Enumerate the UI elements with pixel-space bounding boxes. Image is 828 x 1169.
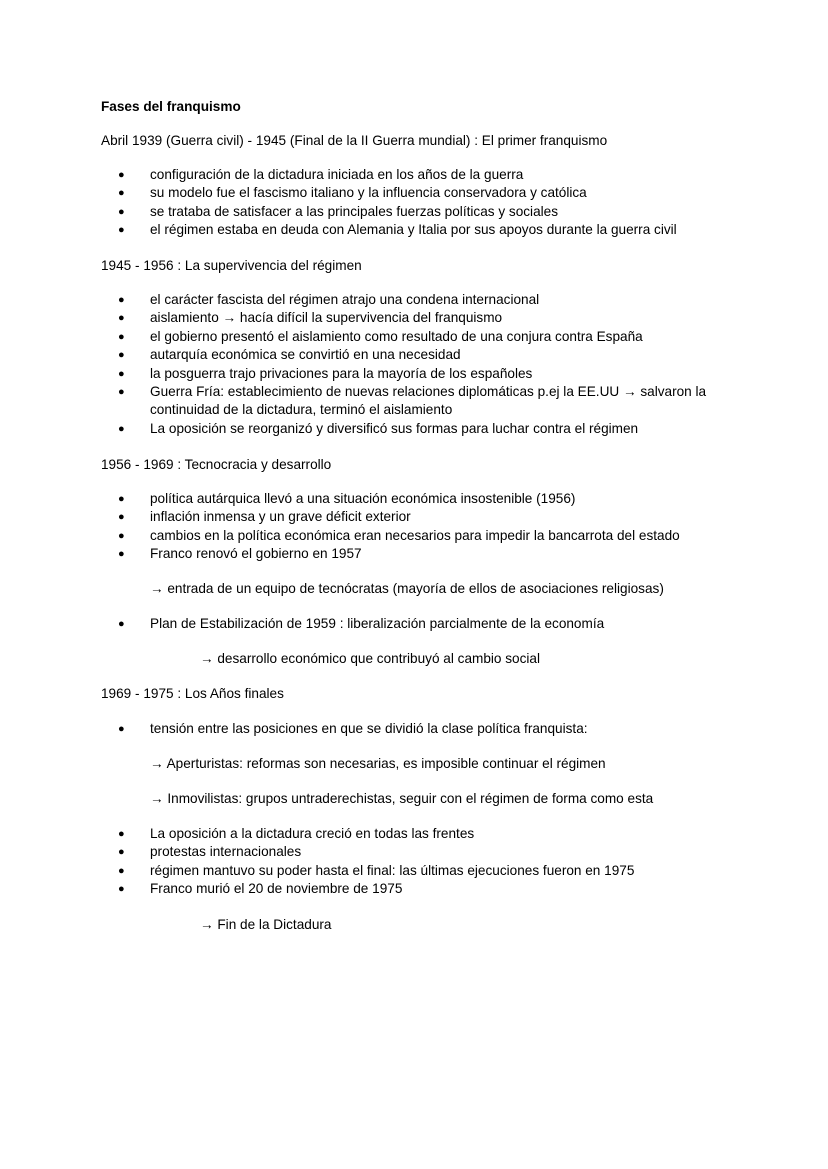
arrow-note: → entrada de un equipo de tecnócratas (mayoría de ellos de asociaciones religiosas) [150, 581, 664, 596]
section-heading-1: Abril 1939 (Guerra civil) - 1945 (Final de la II Guerra mundial) : El primer franquismo [101, 133, 608, 148]
section-heading-4: 1969 - 1975 : Los Años finales [101, 686, 284, 701]
bullet-icon: ● [118, 846, 125, 859]
bullet-icon: ● [118, 169, 125, 181]
bullet-icon: ● [118, 828, 125, 840]
list-item: ● autarquía económica se convirtió en una necesidad [101, 346, 728, 364]
list-item: ● se trataba de satisfacer a las principales fuerzas políticas y sociales [101, 203, 728, 221]
bullet-icon: ● [118, 312, 125, 325]
section-3-list [101, 490, 728, 564]
list-item: ● régimen mantuvo su poder hasta el final: las últimas ejecuciones fueron en 1975 [101, 862, 728, 880]
list-item: ● cambios en la política económica eran necesarios para impedir la bancarrota del estado [101, 527, 728, 545]
list-item: ● Plan de Estabilización de 1959 : liberalización parcialmente de la economía [101, 615, 728, 633]
section-4-list [101, 825, 728, 899]
list-item: ● su modelo fue el fascismo italiano y la influencia conservadora y católica [101, 184, 728, 202]
arrow-note: → desarrollo económico que contribuyó al cambio social [200, 651, 541, 666]
bullet-icon: ● [118, 205, 125, 218]
list-item: ● tensión entre las posiciones en que se dividió la clase política franquista: [101, 720, 728, 738]
list-item: ● La oposición se reorganizó y diversificó sus formas para luchar contra el régimen [101, 420, 728, 438]
bullet-icon: ● [118, 224, 125, 237]
bullet-icon: ● [118, 330, 125, 343]
bullet-icon: ● [118, 422, 125, 435]
list-item: ● Guerra Fría: establecimiento de nuevas relaciones diplomáticas p.ej la EE.UU → salvaron la continuidad de la dictadura, terminó el aislamiento [118, 384, 707, 418]
document-title: Fases del franquismo [101, 99, 241, 114]
arrow-note: → Fin de la Dictadura [200, 917, 332, 932]
list-item: ● Franco renovó el gobierno en 1957 [101, 545, 728, 563]
list-item: ● la posguerra trajo privaciones para la mayoría de los españoles [101, 365, 728, 383]
bullet-icon: ● [118, 187, 125, 200]
bullet-icon: ● [118, 493, 125, 505]
bullet-icon: ● [118, 618, 125, 630]
list-item: ● inflación inmensa y un grave déficit exterior [101, 508, 728, 526]
section-2-list [101, 291, 728, 438]
section-heading-2: 1945 - 1956 : La supervivencia del régimen [101, 258, 362, 273]
list-item: ● política autárquica llevó a una situación económica insostenible (1956) [101, 490, 728, 508]
list-item: ● el gobierno presentó el aislamiento como resultado de una conjura contra España [101, 328, 728, 346]
bullet-icon: ● [118, 529, 125, 542]
bullet-icon: ● [118, 386, 125, 399]
list-item: ● La oposición a la dictadura creció en todas las frentes [101, 825, 728, 843]
section-4-list-first [101, 720, 728, 738]
list-item: ● aislamiento → hacía difícil la supervivencia del franquismo [101, 309, 728, 327]
bullet-icon: ● [118, 511, 125, 524]
bullet-icon: ● [118, 294, 125, 306]
bullet-icon: ● [118, 548, 125, 561]
section-heading-3: 1956 - 1969 : Tecnocracia y desarrollo [101, 457, 332, 472]
list-item: ● configuración de la dictadura iniciada en los años de la guerra [101, 166, 728, 184]
section-3-list-extra [101, 615, 728, 633]
bullet-icon: ● [118, 864, 125, 877]
list-item: ● el carácter fascista del régimen atrajo una condena internacional [101, 291, 728, 309]
bullet-icon: ● [118, 883, 125, 896]
bullet-icon: ● [118, 349, 125, 362]
list-item: ● el régimen estaba en deuda con Alemania y Italia por sus apoyos durante la guerra civil [101, 221, 728, 239]
arrow-note: → Inmovilistas: grupos untraderechistas, seguir con el régimen de forma como esta [150, 791, 654, 806]
section-1-list [101, 166, 728, 240]
bullet-icon: ● [118, 367, 125, 380]
list-item: ● Franco murió el 20 de noviembre de 1975 [101, 880, 728, 898]
list-item: ● protestas internacionales [101, 843, 728, 861]
bullet-icon: ● [118, 723, 125, 735]
arrow-note: → Aperturistas: reformas son necesarias, es imposible continuar el régimen [150, 756, 606, 771]
